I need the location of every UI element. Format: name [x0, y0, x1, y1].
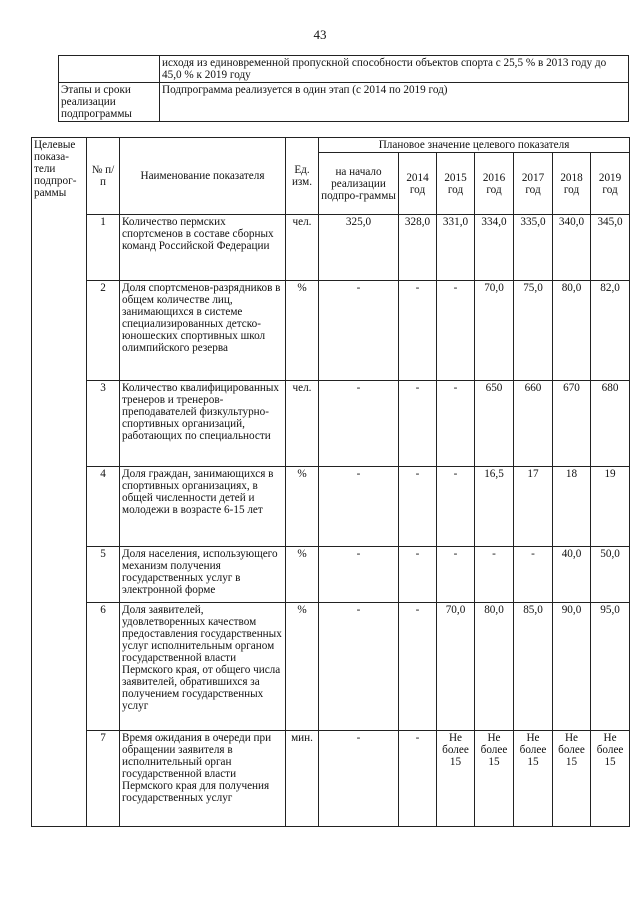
start-value: -	[319, 547, 399, 603]
year-value: 40,0	[553, 547, 591, 603]
start-value: -	[319, 381, 399, 467]
indicator-name: Доля спортсменов-разрядников в общем количестве лиц, занимающихся в системе специализированных детско-юношеских спортивных школ олимпийского резерва	[120, 281, 286, 381]
year-value: 670	[553, 381, 591, 467]
year-value: 19	[591, 467, 630, 547]
year-value: 650	[475, 381, 514, 467]
year-value: 70,0	[475, 281, 514, 381]
page-number: 43	[313, 27, 327, 42]
row-number: 4	[87, 467, 120, 547]
unit: %	[286, 467, 319, 547]
unit: мин.	[286, 731, 319, 827]
indicator-name: Доля граждан, занимающихся в спортивных организациях, в общей численности детей и молодежи в возрасте 6-15 лет	[120, 467, 286, 547]
year-value: -	[437, 547, 475, 603]
table-row	[32, 381, 630, 467]
year-value: 50,0	[591, 547, 630, 603]
year-value: 85,0	[514, 603, 553, 731]
year-value: 17	[514, 467, 553, 547]
header-year: 2016 год	[475, 153, 514, 215]
row-number: 7	[87, 731, 120, 827]
header-year: 2014 год	[399, 153, 437, 215]
table-row	[32, 281, 630, 381]
start-value: -	[319, 467, 399, 547]
year-value: 334,0	[475, 215, 514, 281]
year-value: -	[399, 603, 437, 731]
table-row	[32, 731, 630, 827]
row-number: 1	[87, 215, 120, 281]
header-start: на начало реализации подпро-граммы	[319, 153, 399, 215]
table-row	[32, 215, 630, 281]
year-value: 340,0	[553, 215, 591, 281]
start-value: -	[319, 731, 399, 827]
unit: чел.	[286, 215, 319, 281]
year-value: -	[475, 547, 514, 603]
year-value: -	[399, 731, 437, 827]
year-value: 80,0	[553, 281, 591, 381]
year-value: -	[399, 547, 437, 603]
year-value: Не более 15	[553, 731, 591, 827]
row-number: 5	[87, 547, 120, 603]
targets-label: Целевые показа-тели подпрог-раммы	[32, 138, 87, 827]
header-no: № п/п	[87, 138, 120, 215]
year-value: 16,5	[475, 467, 514, 547]
header-year: 2017 год	[514, 153, 553, 215]
unit: %	[286, 547, 319, 603]
header-plan: Плановое значение целевого показателя	[319, 138, 630, 153]
year-value: 82,0	[591, 281, 630, 381]
table-row	[32, 467, 630, 547]
start-value: -	[319, 281, 399, 381]
year-value: 75,0	[514, 281, 553, 381]
year-value: Не более 15	[514, 731, 553, 827]
year-value: -	[399, 467, 437, 547]
unit: чел.	[286, 381, 319, 467]
year-value: 331,0	[437, 215, 475, 281]
year-value: -	[514, 547, 553, 603]
header-year: 2019 год	[591, 153, 630, 215]
year-value: 680	[591, 381, 630, 467]
year-value: 328,0	[399, 215, 437, 281]
top-empty-cell	[59, 56, 160, 83]
indicator-name: Количество пермских спортсменов в составе сборных команд Российской Федерации	[120, 215, 286, 281]
year-value: -	[399, 281, 437, 381]
table-row	[32, 603, 630, 731]
year-value: Не более 15	[475, 731, 514, 827]
indicator-name: Время ожидания в очереди при обращении заявителя в исполнительный орган государственной власти Пермского края для получения государственных услуг	[120, 731, 286, 827]
unit: %	[286, 281, 319, 381]
indicator-name: Доля заявителей, удовлетворенных качеством предоставления государственных услуг исполнительным органом государственной власти Пермского края, от общего числа заявителей, обратившихся за получением государственных услуг	[120, 603, 286, 731]
indicators-table	[31, 137, 630, 827]
year-value: -	[437, 467, 475, 547]
top-table	[58, 55, 629, 122]
stages-text: Подпрограмма реализуется в один этап (с 2014 по 2019 год)	[160, 83, 629, 122]
year-value: 660	[514, 381, 553, 467]
year-value: 70,0	[437, 603, 475, 731]
year-value: 80,0	[475, 603, 514, 731]
header-year: 2018 год	[553, 153, 591, 215]
top-row1-text: исходя из единовременной пропускной способности объектов спорта с 25,5 % в 2013 году до 45,0 % к 2019 году	[160, 56, 629, 83]
row-number: 3	[87, 381, 120, 467]
start-value: 325,0	[319, 215, 399, 281]
header-name: Наименование показателя	[120, 138, 286, 215]
year-value: -	[437, 281, 475, 381]
year-value: -	[399, 381, 437, 467]
indicator-name: Доля населения, использующего механизм получения государственных услуг в электронной форме	[120, 547, 286, 603]
header-unit: Ед. изм.	[286, 138, 319, 215]
year-value: Не более 15	[437, 731, 475, 827]
header-year: 2015 год	[437, 153, 475, 215]
stages-label: Этапы и сроки реализации подпрограммы	[59, 83, 160, 122]
year-value: -	[437, 381, 475, 467]
start-value: -	[319, 603, 399, 731]
year-value: 18	[553, 467, 591, 547]
row-number: 2	[87, 281, 120, 381]
indicator-name: Количество квалифицированных тренеров и тренеров-преподавателей физкультурно-спортивных организаций, работающих по специальности	[120, 381, 286, 467]
unit: %	[286, 603, 319, 731]
row-number: 6	[87, 603, 120, 731]
year-value: 90,0	[553, 603, 591, 731]
year-value: 335,0	[514, 215, 553, 281]
year-value: 95,0	[591, 603, 630, 731]
year-value: 345,0	[591, 215, 630, 281]
table-row	[32, 547, 630, 603]
year-value: Не более 15	[591, 731, 630, 827]
